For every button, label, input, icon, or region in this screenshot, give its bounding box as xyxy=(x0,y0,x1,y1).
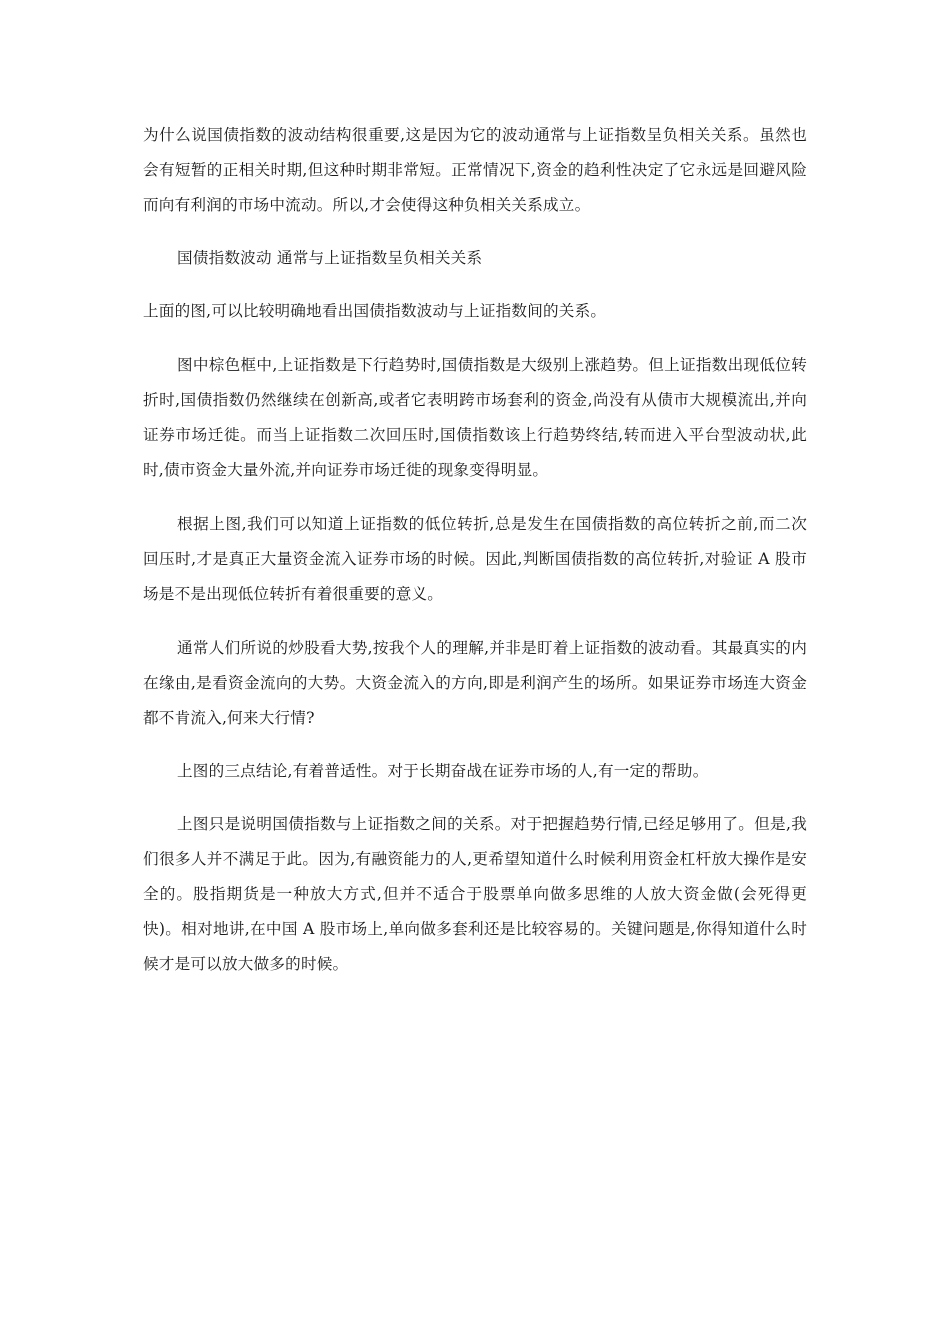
paragraph-5: 根据上图,我们可以知道上证指数的低位转折,总是发生在国债指数的高位转折之前,而二次回压时,才是真正大量资金流入证券市场的时候。因此,判断国债指数的高位转折,对验证 A 股市场是不是出现低位转折有着很重要的意义。 xyxy=(143,515,807,603)
paragraph-6: 通常人们所说的炒股看大势,按我个人的理解,并非是盯着上证指数的波动看。其最真实的内在缘由,是看资金流向的大势。大资金流入的方向,即是利润产生的场所。如果证券市场连大资金都不肯流入,何来大行情? xyxy=(143,639,807,727)
paragraph-4: 图中棕色框中,上证指数是下行趋势时,国债指数是大级别上涨趋势。但上证指数出现低位转折时,国债指数仍然继续在创新高,或者它表明跨市场套利的资金,尚没有从债市大规模流出,并向证券市场迁徙。而当上证指数二次回压时,国债指数该上行趋势终结,转而进入平台型波动状,此时,债市资金大量外流,并向证券市场迁徙的现象变得明显。 xyxy=(143,356,807,479)
paragraph-8: 上图只是说明国债指数与上证指数之间的关系。对于把握趋势行情,已经足够用了。但是,我们很多人并不满足于此。因为,有融资能力的人,更希望知道什么时候利用资金杠杆放大操作是安全的。股指期货是一种放大方式,但并不适合于股票单向做多思维的人放大资金做(会死得更快)。相对地讲,在中国 A 股市场上,单向做多套利还是比较容易的。关键问题是,你得知道什么时候才是可以放大做多的时候。 xyxy=(143,815,807,973)
paragraph-2-caption: 国债指数波动 通常与上证指数呈负相关关系 xyxy=(177,249,483,267)
paragraph-7: 上图的三点结论,有着普适性。对于长期奋战在证券市场的人,有一定的帮助。 xyxy=(177,762,709,780)
document-page xyxy=(143,118,807,982)
paragraph-1: 为什么说国债指数的波动结构很重要,这是因为它的波动通常与上证指数呈负相关关系。虽然也会有短暂的正相关时期,但这种时期非常短。正常情况下,资金的趋利性决定了它永远是回避风险而向有利润的市场中流动。所以,才会使得这种负相关关系成立。 xyxy=(143,126,807,214)
paragraph-3: 上面的图,可以比较明确地看出国债指数波动与上证指数间的关系。 xyxy=(143,302,607,320)
